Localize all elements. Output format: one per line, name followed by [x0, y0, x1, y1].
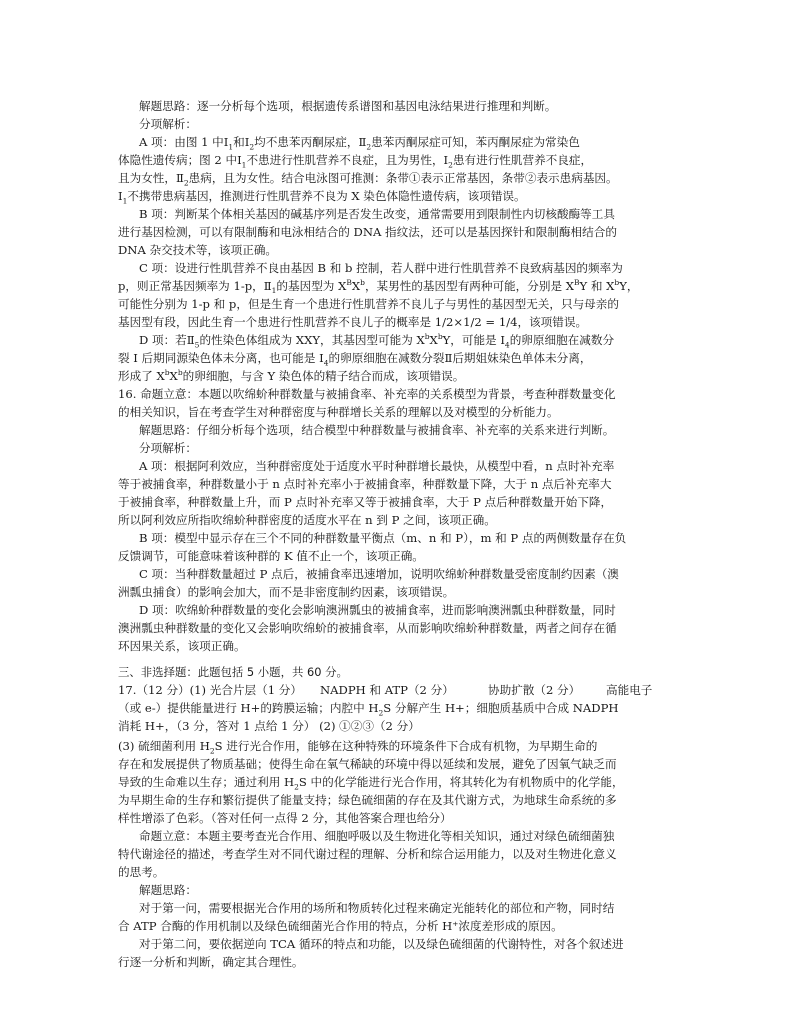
q16-thought: 解题思路：仔细分析每个选项，结合模型中种群数量与被捕食率、补充率的关系来进行判断。 — [139, 423, 615, 437]
q15-b-line-1: B 项：判断某个体相关基因的碱基序列是否发生改变，通常需要用到限制性内切核酸酶等工具 — [139, 207, 615, 221]
q16-d-line: D 项：吹绵蚧种群数量的变化会影响澳洲瓢虫的被捕食率，进而影响澳洲瓢虫种群数量，同时 — [139, 603, 616, 617]
q17-thought-label: 解题思路： — [139, 883, 197, 897]
q16-b-line: 反馈调节，可能意味着该种群的 K 值不止一个，该项正确。 — [118, 549, 424, 563]
q17-answer-line-2: （或 e-）提供能量进行 H+的跨膜运输；内腔中 $H_2S$ 分解产生 H+；细胞质基质中合成 NADPH — [118, 701, 619, 718]
q16-analysis-label: 分项解析： — [139, 441, 197, 455]
q15-analysis-label: 分项解析： — [139, 117, 197, 131]
q17-part3-line-5: 样性增添了色彩。（答对任何一点得 2 分，其他答案合理也给分） — [118, 811, 452, 825]
q17-second-line: 对于第二问，要依据逆向 TCA 循环的特点和功能，以及绿色硫细菌的代谢特性，对各个叙述进 — [139, 937, 624, 951]
q15-d-line-1: D 项：若$Ⅱ_5$的性染色体组成为 XXY，其基因型可能为 $X^bX^bY$，可能是 $I_4$的卵原细胞在减数分 — [139, 332, 615, 350]
q15-c-line-4: 基因型有段，因此生育一个患进行性肌营养不良儿子的概率是 1/2×1/2 = 1/4，该项错误。 — [118, 315, 588, 329]
q16-intent-line-1: 16. 命题立意：本题以吹绵蚧种群数量与被捕食率、补充率的关系模型为背景，考查种群数量变化 — [118, 387, 616, 401]
q16-c-line: 洲瓢虫捕食）的影响会加大，而不是非密度制约因素，该项错误。 — [118, 585, 455, 599]
q17-part3-line-4: 为早期生命的生存和繁衍提供了能量支持；绿色硫细菌的存在及其代谢方式，为地球生命系统的多 — [118, 793, 617, 807]
q15-thought: 解题思路：逐一分析每个选项，根据遗传系谱图和基因电泳结果进行推理和判断。 — [139, 99, 557, 113]
q17-intent-line: 特代谢途径的描述，考查学生对不同代谢过程的理解、分析和综合运用能力，以及对生物进化意义 — [118, 847, 617, 861]
q16-a-line: 所以阿利效应所指吹绵蚧种群密度的适度水平在 n 到 P 之间，该项正确。 — [118, 513, 496, 527]
q15-d-line-3: 形成了 $X^bX^b$的卵细胞，与含 Y 染色体的精子结合而成，该项错误。 — [118, 368, 465, 383]
q15-b-line-3: DNA 杂交技术等，该项正确。 — [118, 243, 278, 257]
q16-a-line: 等于被捕食率，种群数量小于 n 点时补充率小于被捕食率，种群数量下降，大于 n 点后补充率大 — [118, 477, 612, 491]
q17-answer-3: 协助扩散（2 分） — [488, 683, 581, 697]
section-title: 三、非选择题：此题包括 5 小题，共 60 分。 — [118, 665, 348, 679]
q16-d-line: 环因果关系，该项正确。 — [118, 639, 246, 653]
q17-intent-line: 命题立意：本题主要考查光合作用、细胞呼吸以及生物进化等相关知识，通过对绿色硫细菌独 — [139, 829, 615, 843]
q15-c-line-3: 可能性分别为 1-p 和 p，但是生育一个患进行性肌营养不良儿子与男性的基因型无关，只与母亲的 — [118, 297, 619, 311]
q15-a-line-1: A 项：由图 1 中$Ⅰ_1$和$Ⅰ_2$均不患苯丙酮尿症，$Ⅱ_2$患苯丙酮尿症可知，苯丙酮尿症为常染色 — [139, 135, 580, 152]
q17-part3-line-2: 存在和发展提供了物质基础；使得生命在氧气稀缺的环境中得以延续和发展，避免了因氧气缺乏而 — [118, 757, 617, 771]
q15-a-line-3: 且为女性，$Ⅱ_2$患病，且为女性。结合电泳图可推测：条带①表示正常基因，条带②表示患病基因。 — [118, 171, 618, 188]
q16-c-line: C 项：当种群数量超过 P 点后，被捕食率迅速增加，说明吹绵蚧种群数量受密度制约因素（澳 — [139, 567, 619, 581]
q17-part3-line-1: (3) 硫细菌利用 $H_2S$ 进行光合作用，能够在这种特殊的环境条件下合成有机物，为早期生命的 — [118, 739, 598, 756]
q15-c-line-1: C 项：设进行性肌营养不良由基因 B 和 b 控制，若人群中进行性肌营养不良致病基因的频率为 — [139, 261, 623, 275]
q15-a-line-4: $Ⅰ_1$不携带患病基因，推测进行性肌营养不良为 X 染色体隐性遗传病，该项错误。 — [118, 189, 526, 206]
q15-c-line-2: p，则正常基因频率为 1-p，$Ⅱ_1$的基因型为 $X^BX^b$，某男性的基因型有两种可能，分别是 $X^BY$ 和 $X^bY$， — [118, 278, 639, 295]
q17-answer-4: 高能电子 — [606, 683, 653, 697]
q16-a-line: A 项：根据阿利效应，当种群密度处于适度水平时种群增长最快，从模型中看，n 点时补充率 — [139, 459, 615, 473]
q16-a-line: 于被捕食率，种群数量上升，而 P 点时补充率又等于被捕食率，大于 P 点后种群数量开始下降， — [118, 495, 613, 509]
q16-d-line: 澳洲瓢虫种群数量的变化又会影响吹绵蚧的被捕食率，从而影响吹绵蚧种群数量，两者之间存在循 — [118, 621, 617, 635]
q16-intent-line-2: 的相关知识，旨在考查学生对种群密度与种群增长关系的理解以及对模型的分析能力。 — [118, 405, 559, 419]
q17-second-line: 行逐一分析和判断，确定其合理性。 — [118, 955, 304, 969]
q15-a-line-2: 体隐性遗传病；图 2 中$Ⅰ_1$不患进行性肌营养不良症，且为男性，$Ⅰ_2$患有进行性肌营养不良症， — [118, 153, 593, 170]
q17-first-line: 合 ATP 合酶的作用机制以及绿色硫细菌光合作用的特点，分析 H⁺浓度差形成的原因。 — [118, 919, 563, 933]
q15-b-line-2: 进行基因检测，可以有限制酶和电泳相结合的 DNA 指纹法，还可以是基因探针和限制酶相结合的 — [118, 225, 617, 239]
q17-part3-line-3: 导致的生命难以生存；通过利用 $H_2S$ 中的化学能进行光合作用，将其转化为有机物质中的化学能， — [118, 775, 624, 792]
q17-first-line: 对于第一问，需要根据光合作用的场所和物质转化过程来确定光能转化的部位和产物，同时结 — [139, 901, 615, 915]
q17-answer-2: NADPH 和 ATP（2 分） — [320, 683, 454, 697]
q17-answer-line-3: 消耗 H+，（3 分，答对 1 点给 1 分） (2) ①②③（2 分） — [118, 719, 420, 733]
q17-intent-line: 的思考。 — [118, 865, 165, 879]
q16-b-line: B 项：模型中显示存在三个不同的种群数量平衡点（m、n 和 P），m 和 P 点的两侧数量存在负 — [139, 531, 627, 545]
q15-d-line-2: 裂 I 后期同源染色体未分离，也可能是 $I_4$的卵原细胞在减数分裂Ⅱ后期姐妹染色单体未分离， — [118, 351, 592, 368]
q17-answer-1: 17.（12 分）(1) 光合片层（1 分） — [118, 683, 302, 697]
